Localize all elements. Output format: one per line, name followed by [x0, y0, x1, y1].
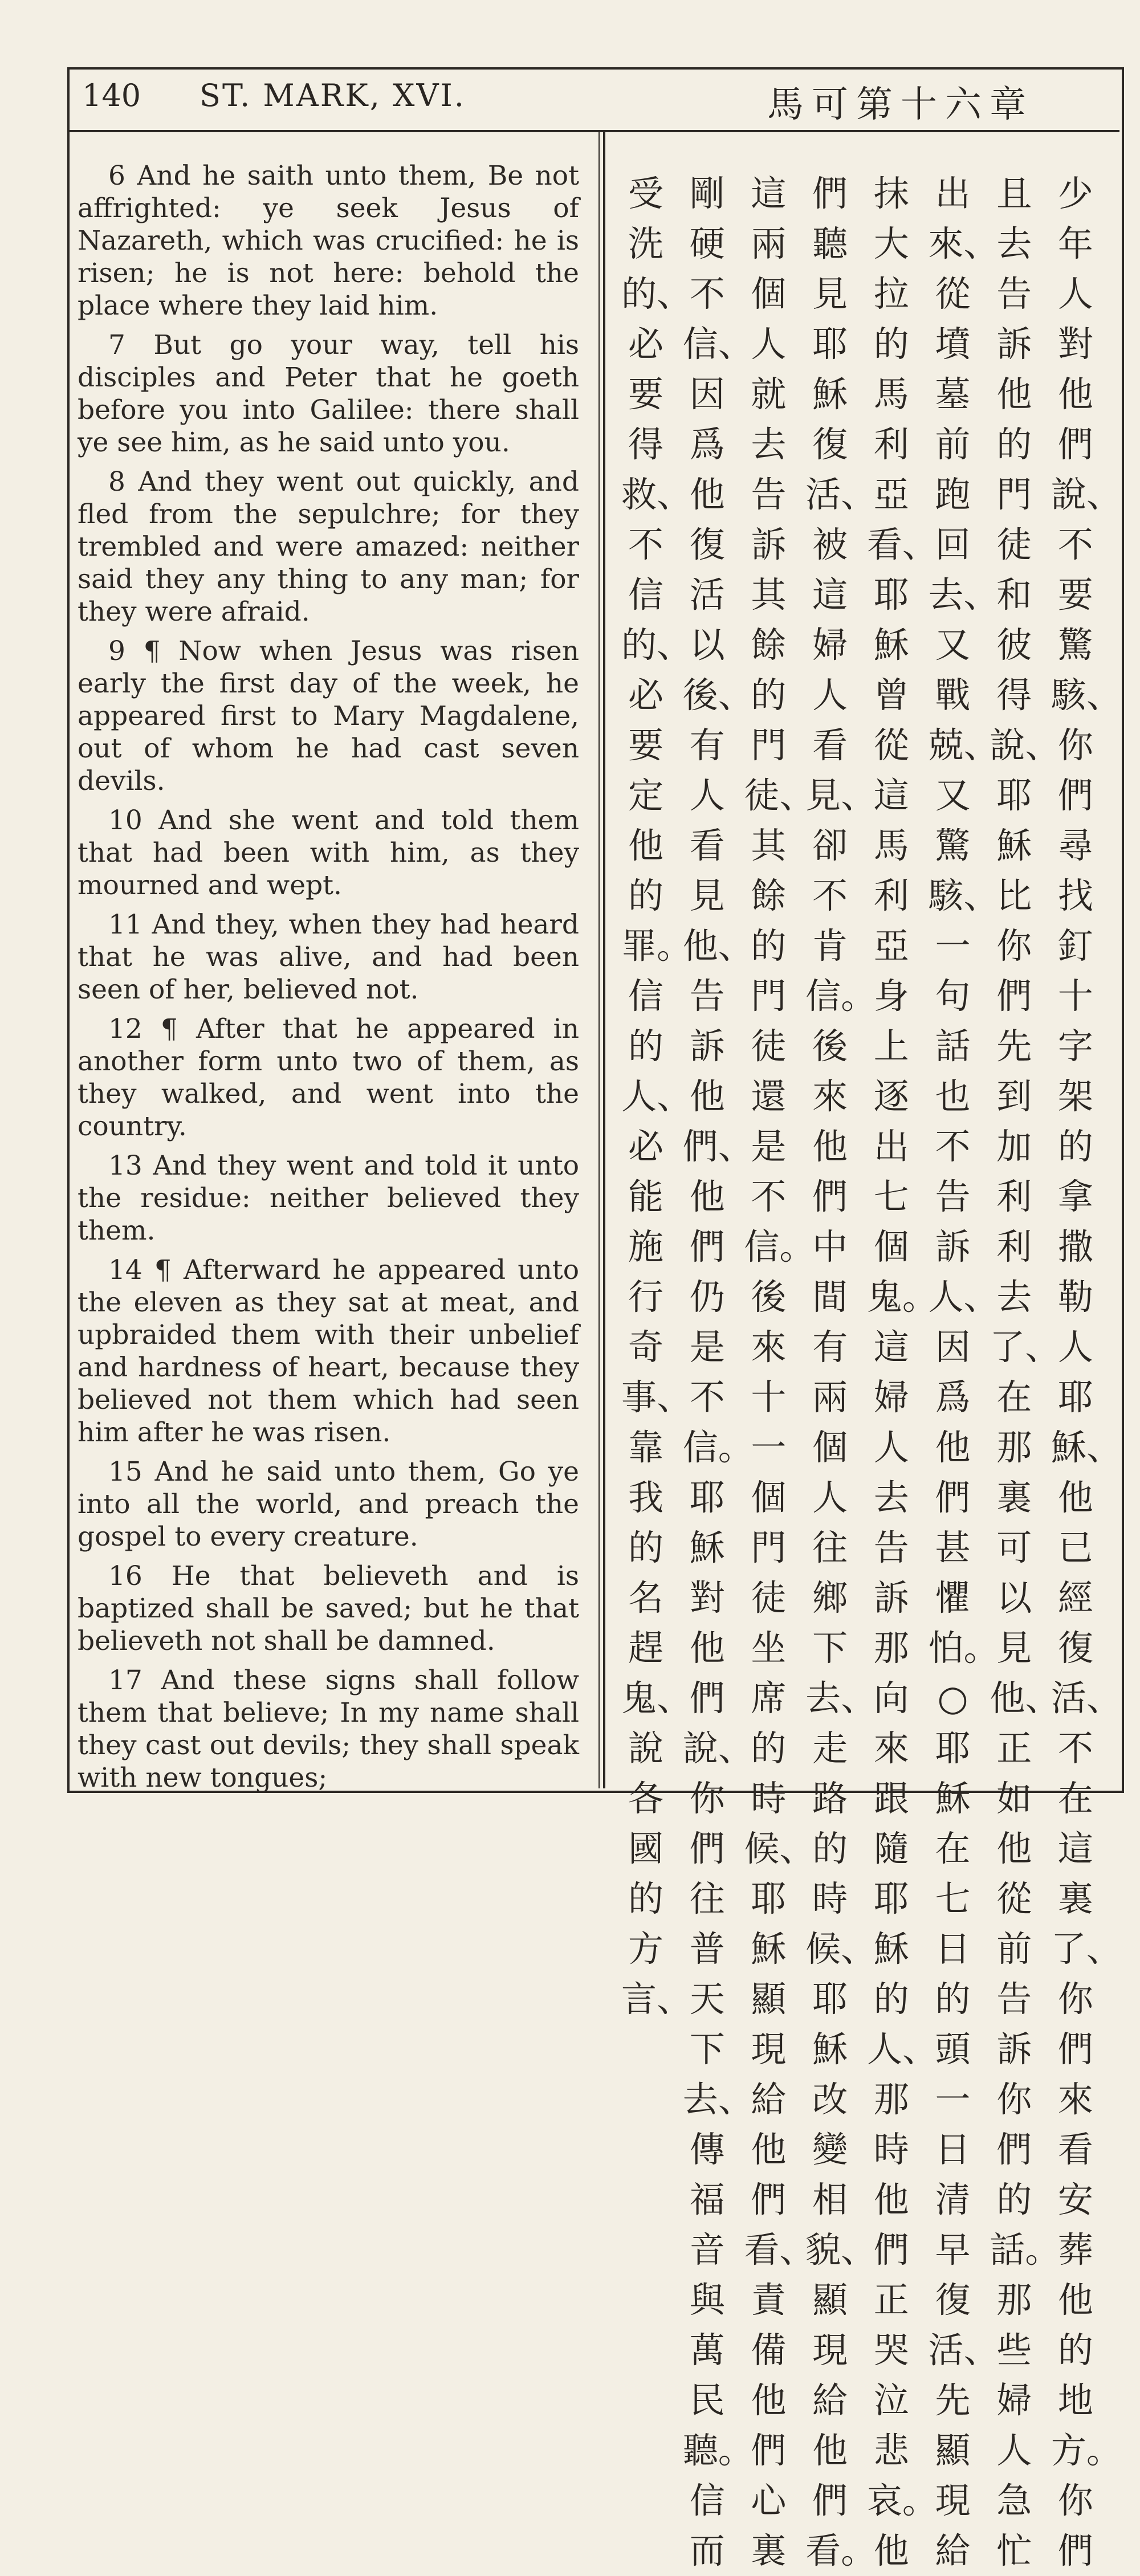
chinese-text-column [621, 169, 1122, 2571]
verse-7: 7 But go your way, tell his disciples and Peter that he goeth before you into Galilee: there shall ye see him, as he said unto you. [78, 329, 579, 458]
chinese-column-6: 這兩個人就去告訴其餘的門徒、其餘的門徒還是不信。後來十一個門徒坐席的時候、耶穌顯現給他們看、責備他們心裏 [744, 173, 815, 2571]
verse-14: 14 ¶ Afterward he appeared unto the eleven as they sat at meat, and upbraided them with their unbelief and hardness of heart, because they believed not them which had seen him after he was risen. [78, 1254, 579, 1448]
verse-8: 8 And they went out quickly, and fled from the sepulchre; for they trembled and were amazed: neither said they any thing to any man; for they were afraid. [78, 466, 579, 627]
chinese-column-5: 們聽見耶穌復活、被這婦人看見、卻不肯信。後來他們中間有兩個人往鄉下去、走路的時候、耶穌改變相貌、顯現給他們看。 [805, 173, 877, 2571]
verse-12: 12 ¶ After that he appeared in another form unto two of them, as they walked, and went into the country. [78, 1013, 579, 1142]
chinese-column-3: 出來、從墳墓前跑回去、又戰兢、又驚駭、一句話也不告訴人、因爲他們甚懼怕。○耶穌在七日的頭一日清早復活、先顯現給 [928, 173, 999, 2571]
verse-6: 6 And he saith unto them, Be not affrighted: ye seek Jesus of Nazareth, which was crucified: he is risen; he is not here: behold the place where they laid him. [78, 160, 579, 321]
verse-16: 16 He that believeth and is baptized shall be saved; but he that believeth not shall be damned. [78, 1560, 579, 1657]
chinese-column-7: 剛硬不信、因爲他復活以後、有人看見他、告訴他們、他們仍是不信。耶穌對他們說、你們往普天下去、傳福音與萬民聽。信而 [682, 173, 754, 2571]
verse-9: 9 ¶ Now when Jesus was risen early the first day of the week, he appeared first to Mary Magdalene, out of whom he had cast seven devils. [78, 635, 579, 797]
verse-15: 15 And he said unto them, Go ye into all the world, and preach the gospel to every creature. [78, 1456, 579, 1552]
page-header [67, 67, 1119, 132]
chinese-column-8: 受洗的、必要得救、不信的、必要定他的罪。信的人、必能施行奇事、靠我的名趕鬼、說各國的方言、 [621, 173, 693, 2020]
chinese-column-1: 少年人對他們說、不要驚駭、你們尋找釘十字架的拿撒勒人耶穌、他已經復活、不在這裏了、你們來看安葬他的地方。你們 [1051, 173, 1122, 2571]
column-divider-thin [598, 130, 600, 1788]
chinese-column-2: 且去告訴他的門徒和彼得說、耶穌比你們先到加利利去了、在那裏可以見他、正如他從前告訴你們的話。那些婦人急忙 [990, 173, 1061, 2571]
verse-11: 11 And they, when they had heard that he was alive, and had been seen of her, believed not. [78, 909, 579, 1005]
english-text-column [78, 160, 579, 1794]
chinese-running-title: 馬可第十六章 [767, 84, 1034, 126]
running-title: ST. MARK, XVI. [199, 78, 466, 113]
column-divider [603, 130, 605, 1788]
verse-17: 17 And these signs shall follow them that believe; In my name shall they cast out devils; they shall speak with new tongues; [78, 1665, 579, 1794]
verse-10: 10 And she went and told them that had been with him, as they mourned and wept. [78, 805, 579, 901]
verse-13: 13 And they went and told it unto the residue: neither believed they them. [78, 1150, 579, 1246]
chinese-column-4: 抹大拉的馬利亞看、耶穌曾從這馬利亞身上逐出七個鬼。這婦人去告訴那向來跟隨耶穌的人、那時他們正哭泣悲哀。他 [866, 173, 938, 2571]
page-number: 140 [82, 78, 141, 113]
